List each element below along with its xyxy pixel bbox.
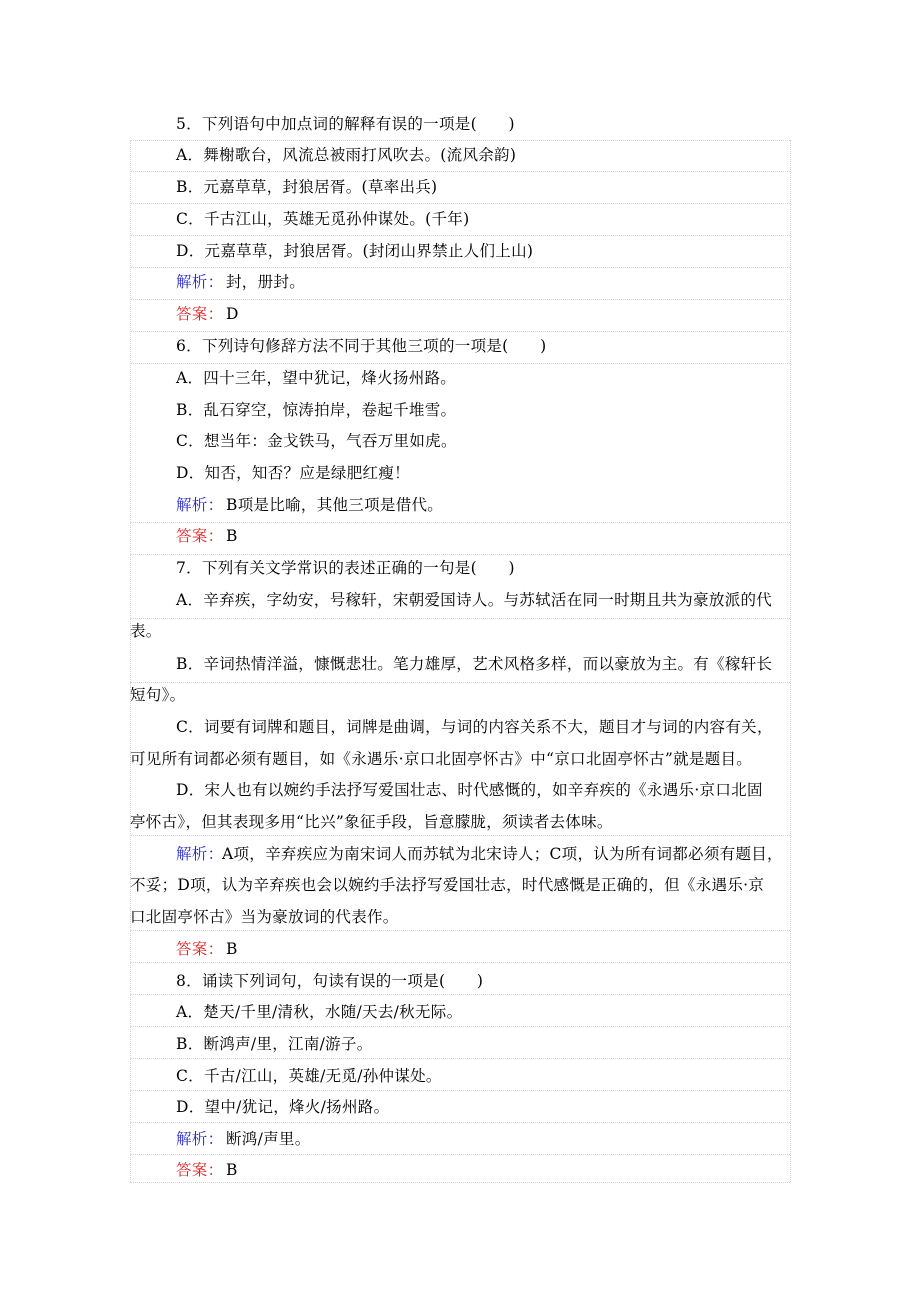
analysis-label: 解析： xyxy=(176,845,224,863)
answer-label: 答案： xyxy=(176,305,224,323)
answer-value: B xyxy=(226,527,238,545)
q6-option-b: B．乱石穿空，惊涛拍岸，卷起千堆雪。 xyxy=(176,401,457,419)
q7-option-c: C．词要有词牌和题目，词牌是曲调，与词的内容关系不大，题目才与词的内容有关， xyxy=(176,718,773,736)
q8-stem: 8．诵读下列词句，句读有误的一项是( ) xyxy=(176,972,484,990)
q6-option-a: A．四十三年，望中犹记，烽火扬州路。 xyxy=(176,369,457,387)
q5-option-c: C．千古江山，英雄无觅孙仲谋处。(千年) xyxy=(176,210,470,228)
q7-option-c-cont: 可见所有词都必须有题目，如《永遇乐·京口北固亭怀古》中“京口北固亭怀古”就是题目。 xyxy=(130,750,753,768)
q5-stem: 5．下列语句中加点词的解释有误的一项是( ) xyxy=(176,115,515,133)
q7-analysis-cont: 口北固亭怀古》当为豪放词的代表作。 xyxy=(130,908,399,926)
q7-option-d: D．宋人也有以婉约手法抒写爱国壮志、时代感慨的，如辛弃疾的《永遇乐·京口北固 xyxy=(176,781,763,799)
q5-option-b: B．元嘉草草，封狼居胥。(草率出兵) xyxy=(176,178,438,196)
answer-value: B xyxy=(226,940,238,958)
q7-stem: 7．下列有关文学常识的表述正确的一句是( ) xyxy=(176,559,515,577)
answer-label: 答案： xyxy=(176,1161,224,1179)
q7-option-b-cont: 短句》。 xyxy=(130,686,186,704)
q7-analysis xyxy=(0,843,920,874)
q5-option-a: A．舞榭歌台，风流总被雨打风吹去。(流风余韵) xyxy=(176,146,517,164)
analysis-label: 解析： xyxy=(176,496,224,514)
q8-option-a: A．楚天/千里/清秋，水随/天去/秋无际。 xyxy=(176,1003,463,1021)
q8-analysis xyxy=(0,1128,920,1159)
q7-answer xyxy=(0,938,920,969)
q7-analysis-cont: 不妥；D项，认为辛弃疾也会以婉约手法抒写爱国壮志，时代感慨是正确的，但《永遇乐·京 xyxy=(130,876,765,894)
q6-stem: 6．下列诗句修辞方法不同于其他三项的一项是( ) xyxy=(176,337,547,355)
q8-option-d: D．望中/犹记，烽火/扬州路。 xyxy=(176,1098,390,1116)
q8-option-c: C．千古/江山，英雄/无觅/孙仲谋处。 xyxy=(176,1067,442,1085)
answer-label: 答案： xyxy=(176,527,224,545)
q8-option-b: B．断鸿声/里，江南/游子。 xyxy=(176,1035,373,1053)
analysis-text: 封，册封。 xyxy=(226,273,306,291)
analysis-label: 解析： xyxy=(176,273,224,291)
analysis-text: A项，辛弃疾应为南宋词人而苏轼为北宋诗人；C项，认为所有词都必须有题目， xyxy=(222,845,783,863)
analysis-text: B项是比喻，其他三项是借代。 xyxy=(226,496,444,514)
q6-option-c: C．想当年：金戈铁马，气吞万里如虎。 xyxy=(176,432,457,450)
analysis-label: 解析： xyxy=(176,1130,224,1148)
q7-option-b: B．辛词热情洋溢，慷慨悲壮。笔力雄厚，艺术风格多样，而以豪放为主。有《稼轩长 xyxy=(176,655,773,673)
q7-option-a: A．辛弃疾，字幼安，号稼轩，宋朝爱国诗人。与苏轼活在同一时期且共为豪放派的代 xyxy=(176,591,773,609)
answer-label: 答案： xyxy=(176,940,224,958)
q5-option-d: D．元嘉草草，封狼居胥。(封闭山界禁止人们上山) xyxy=(176,242,534,260)
answer-value: B xyxy=(226,1161,238,1179)
q7-option-d-cont: 亭怀古》，但其表现多用“比兴”象征手段，旨意朦胧，须读者去体味。 xyxy=(130,813,613,831)
q8-answer xyxy=(0,1159,920,1190)
q7-option-a-cont: 表。 xyxy=(130,622,162,640)
analysis-text: 断鸿/声里。 xyxy=(226,1130,311,1148)
q6-option-d: D．知否，知否？应是绿肥红瘦！ xyxy=(176,464,410,482)
q5-answer xyxy=(0,303,920,334)
q6-analysis xyxy=(0,494,920,525)
q6-answer xyxy=(0,525,920,556)
answer-value: D xyxy=(226,305,239,323)
q5-analysis xyxy=(0,271,920,302)
